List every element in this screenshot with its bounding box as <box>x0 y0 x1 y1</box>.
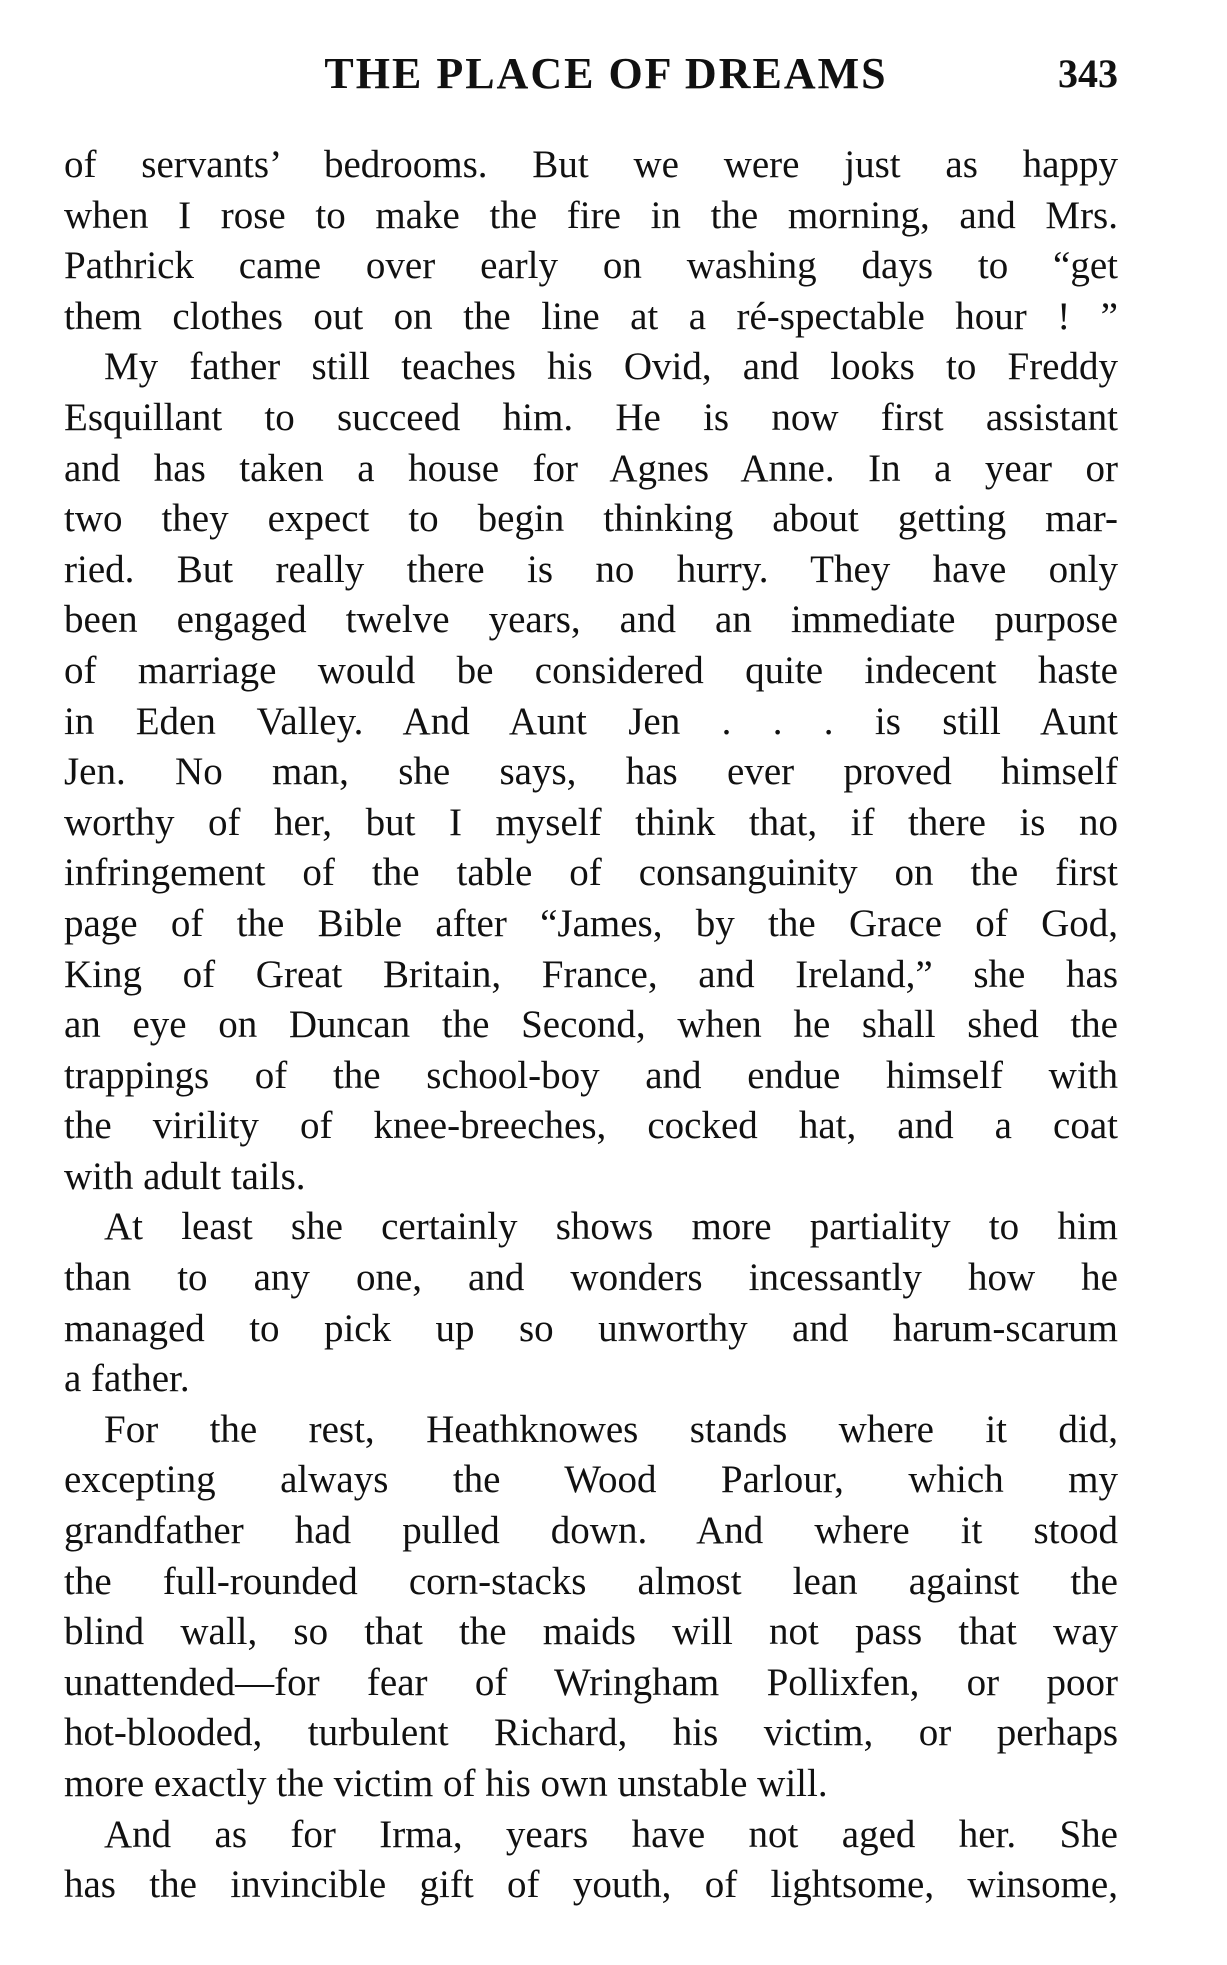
text-line: For the rest, Heathknowes stands where it did, <box>104 1407 1118 1451</box>
text-line: a father. <box>64 1357 190 1401</box>
text-line: an eye on Duncan the Second, when he shall shed the <box>64 1003 1118 1047</box>
text-line: in Eden Valley. And Aunt Jen . . . is still Aunt <box>64 699 1118 743</box>
text-line: them clothes out on the line at a ré-spectable hour ! ” <box>64 294 1118 338</box>
text-line: and has taken a house for Agnes Anne. In a year or <box>64 446 1118 490</box>
body-text <box>64 140 1118 1911</box>
text-line: with adult tails. <box>64 1154 306 1198</box>
text-line: two they expect to begin thinking about getting mar- <box>64 497 1118 541</box>
text-line: has the invincible gift of youth, of lightsome, winsome, <box>64 1863 1118 1907</box>
text-line: Pathrick came over early on washing days to “get <box>64 244 1118 288</box>
running-title: THE PLACE OF DREAMS <box>324 49 888 98</box>
text-line: And as for Irma, years have not aged her. She <box>104 1812 1118 1856</box>
text-line: At least she certainly shows more partiality to him <box>104 1205 1118 1249</box>
text-line: worthy of her, but I myself think that, if there is no <box>64 800 1118 844</box>
text-line: the virility of knee-breeches, cocked hat, and a coat <box>64 1104 1118 1148</box>
text-line: page of the Bible after “James, by the Grace of God, <box>64 901 1118 945</box>
paragraph <box>64 1202 1118 1404</box>
text-line: of servants’ bedrooms. But we were just as happy <box>64 143 1118 186</box>
text-line: the full-rounded corn-stacks almost lean against the <box>64 1559 1118 1603</box>
text-line: when I rose to make the fire in the morning, and Mrs. <box>64 193 1118 237</box>
text-line: grandfather had pulled down. And where it stood <box>64 1509 1118 1553</box>
running-head <box>64 44 1118 104</box>
text-line: excepting always the Wood Parlour, which my <box>64 1458 1118 1502</box>
page-number: 343 <box>1058 51 1118 96</box>
paragraph <box>64 140 1118 342</box>
text-line: of marriage would be considered quite indecent haste <box>64 648 1118 692</box>
text-line: Esquillant to succeed him. He is now first assistant <box>64 395 1118 439</box>
paragraph <box>64 342 1118 1202</box>
text-line: Jen. No man, she says, has ever proved himself <box>64 750 1118 794</box>
text-line: more exactly the victim of his own unstable will. <box>64 1762 828 1805</box>
paragraph <box>64 1405 1118 1810</box>
text-line: ried. But really there is no hurry. They have only <box>64 547 1118 591</box>
text-line: My father still teaches his Ovid, and looks to Freddy <box>104 345 1118 389</box>
paragraph <box>64 1810 1118 1911</box>
text-line: blind wall, so that the maids will not pass that way <box>64 1610 1118 1654</box>
text-line: been engaged twelve years, and an immediate purpose <box>64 598 1118 642</box>
text-line: unattended—for fear of Wringham Pollixfen, or poor <box>64 1660 1118 1704</box>
text-line: King of Great Britain, France, and Ireland,” she has <box>64 952 1118 996</box>
text-line: trappings of the school-boy and endue himself with <box>64 1053 1118 1097</box>
text-line: than to any one, and wonders incessantly how he <box>64 1256 1118 1300</box>
text-line: hot-blooded, turbulent Richard, his victim, or perhaps <box>64 1711 1118 1755</box>
text-line: infringement of the table of consanguinity on the first <box>64 851 1118 895</box>
text-line: managed to pick up so unworthy and harum-scarum <box>64 1306 1118 1350</box>
